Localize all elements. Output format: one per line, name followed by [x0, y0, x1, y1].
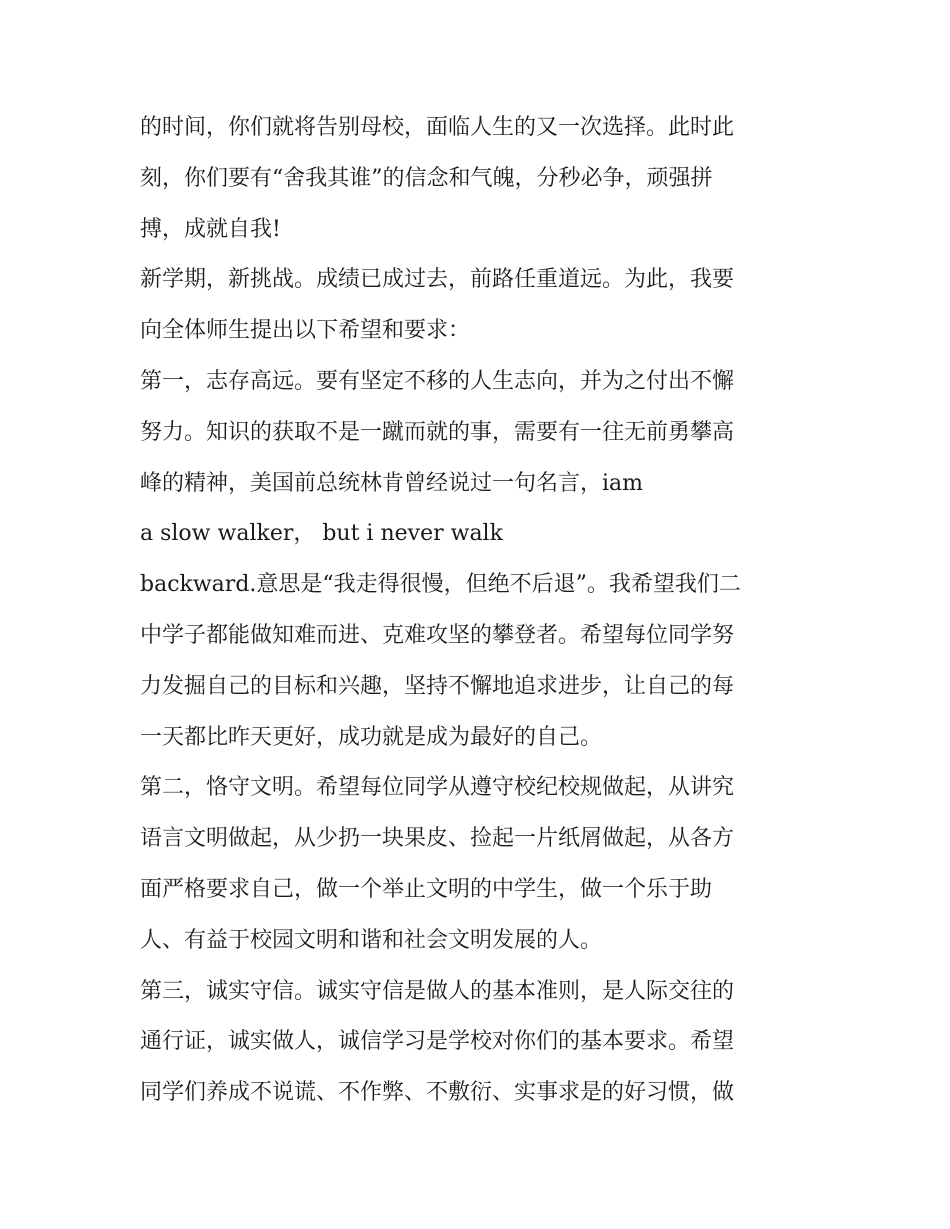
text-line: 面严格要求自己，做一个举止文明的中学生，做一个乐于助	[140, 876, 713, 902]
document-body	[140, 103, 820, 1119]
text-line: 第一，志存高远。要有坚定不移的人生志向，并为之付出不懈	[140, 368, 735, 394]
text-line: 第二，恪守文明。希望每位同学从遵守校纪校规做起，从讲究	[140, 775, 735, 801]
text-line: a slow walker， but i never walk	[140, 521, 503, 547]
text-line: 努力。知识的获取不是一蹴而就的事，需要有一往无前勇攀高	[140, 419, 735, 445]
text-line: 语言文明做起，从少扔一块果皮、捡起一片纸屑做起，从各方	[140, 826, 735, 852]
text-line: backward.意思是“我走得很慢，但绝不后退”。我希望我们二	[140, 572, 741, 598]
text-line: 第三，诚实守信。诚实守信是做人的基本准则，是人际交往的	[140, 978, 735, 1004]
text-line: 中学子都能做知难而进、克难攻坚的攀登者。希望每位同学努	[140, 622, 735, 648]
text-line: 同学们养成不说谎、不作弊、不敷衍、实事求是的好习惯，做	[140, 1080, 735, 1106]
text-line: 人、有益于校园文明和谐和社会文明发展的人。	[140, 927, 603, 953]
text-line: 一天都比昨天更好，成功就是成为最好的自己。	[140, 724, 603, 750]
text-line: 的时间，你们就将告别母校，面临人生的又一次选择。此时此	[140, 115, 735, 140]
text-line: 向全体师生提出以下希望和要求：	[140, 318, 471, 344]
text-line: 通行证，诚实做人，诚信学习是学校对你们的基本要求。希望	[140, 1029, 735, 1055]
text-line: 新学期，新挑战。成绩已成过去，前路任重道远。为此，我要	[140, 267, 735, 293]
text-line: 峰的精神，美国前总统林肯曾经说过一句名言，iam	[140, 470, 644, 496]
text-line: 力发掘自己的目标和兴趣，坚持不懈地追求进步，让自己的每	[140, 673, 735, 699]
text-line: 刻，你们要有“舍我其谁”的信念和气魄，分秒必争，顽强拼	[140, 165, 713, 191]
text-line: 搏，成就自我!	[140, 216, 281, 242]
